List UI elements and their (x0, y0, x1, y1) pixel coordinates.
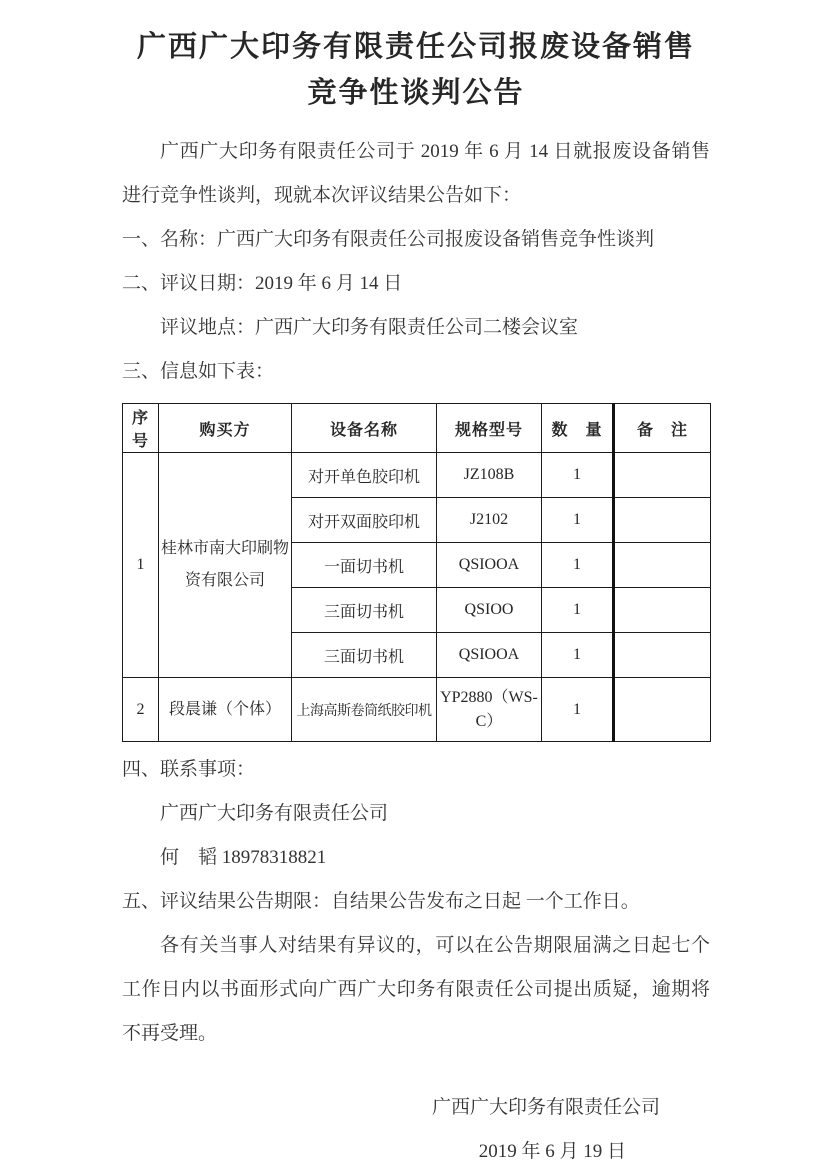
cell-model: J2102 (437, 498, 542, 543)
cell-device: 上海高斯卷筒纸胶印机 (292, 678, 437, 742)
contact-company: 广西广大印务有限责任公司 (160, 803, 389, 824)
cell-seq-2: 2 (123, 678, 159, 742)
cell-qty: 1 (542, 543, 614, 588)
cell-device: 对开双面胶印机 (292, 498, 437, 543)
table-row (123, 453, 711, 498)
signature-date: 2019 年 6 月 19 日 (478, 1141, 626, 1162)
header-model: 规格型号 (437, 404, 542, 453)
item-2-review-date: 二、评议日期：2019 年 6 月 14 日 (122, 273, 403, 294)
cell-buyer-1: 桂林市南大印刷物资有限公司 (159, 453, 292, 678)
document-title (122, 24, 710, 116)
item-4-contact: 四、联系事项： (122, 759, 256, 780)
review-location: 评议地点：广西广大印务有限责任公司二楼会议室 (160, 317, 579, 338)
results-table (122, 403, 711, 742)
title-line-2: 竞争性谈判公告 (307, 77, 525, 109)
header-buyer: 购买方 (159, 404, 292, 453)
title-line-1: 广西广大印务有限责任公司报废设备销售 (136, 31, 695, 63)
cell-qty: 1 (542, 588, 614, 633)
cell-note (614, 633, 711, 678)
item-5-announcement-period: 五、评议结果公告期限：自结果公告发布之日起 一个工作日。 (122, 891, 640, 912)
cell-device: 三面切书机 (292, 633, 437, 678)
cell-model: JZ108B (437, 453, 542, 498)
header-note: 备 注 (614, 404, 711, 453)
cell-qty: 1 (542, 633, 614, 678)
cell-note (614, 453, 711, 498)
table-row (123, 678, 711, 742)
cell-device: 一面切书机 (292, 543, 437, 588)
header-seq: 序号 (123, 404, 159, 453)
table-header-row (123, 404, 711, 453)
intro-paragraph: 广西广大印务有限责任公司于 2019 年 6 月 14 日就报废设备销售进行竞争性谈判，现就本次评议结果公告如下： (122, 141, 710, 206)
signature-company: 广西广大印务有限责任公司 (431, 1097, 660, 1118)
header-qty: 数 量 (542, 404, 614, 453)
cell-qty: 1 (542, 498, 614, 543)
cell-buyer-2: 段晨谦（个体） (159, 678, 292, 742)
cell-note (614, 543, 711, 588)
cell-qty: 1 (542, 678, 614, 742)
cell-model: QSIOOA (437, 633, 542, 678)
cell-seq-1: 1 (123, 453, 159, 678)
signature-block (122, 1086, 710, 1174)
cell-note (614, 678, 711, 742)
objection-paragraph: 各有关当事人对结果有异议的，可以在公告期限届满之日起七个工作日内以书面形式向广西广大印务有限责任公司提出质疑，逾期将不再受理。 (122, 935, 710, 1044)
header-device: 设备名称 (292, 404, 437, 453)
cell-device: 三面切书机 (292, 588, 437, 633)
cell-model: QSIOO (437, 588, 542, 633)
cell-note (614, 588, 711, 633)
cell-model: QSIOOA (437, 543, 542, 588)
cell-device: 对开单色胶印机 (292, 453, 437, 498)
cell-model: YP2880（WS-C） (437, 678, 542, 742)
item-3-table-intro: 三、信息如下表： (122, 361, 275, 382)
cell-note (614, 498, 711, 543)
cell-qty: 1 (542, 453, 614, 498)
item-1-name: 一、名称：广西广大印务有限责任公司报废设备销售竞争性谈判 (122, 229, 655, 250)
contact-person: 何 韬 18978318821 (160, 847, 327, 868)
